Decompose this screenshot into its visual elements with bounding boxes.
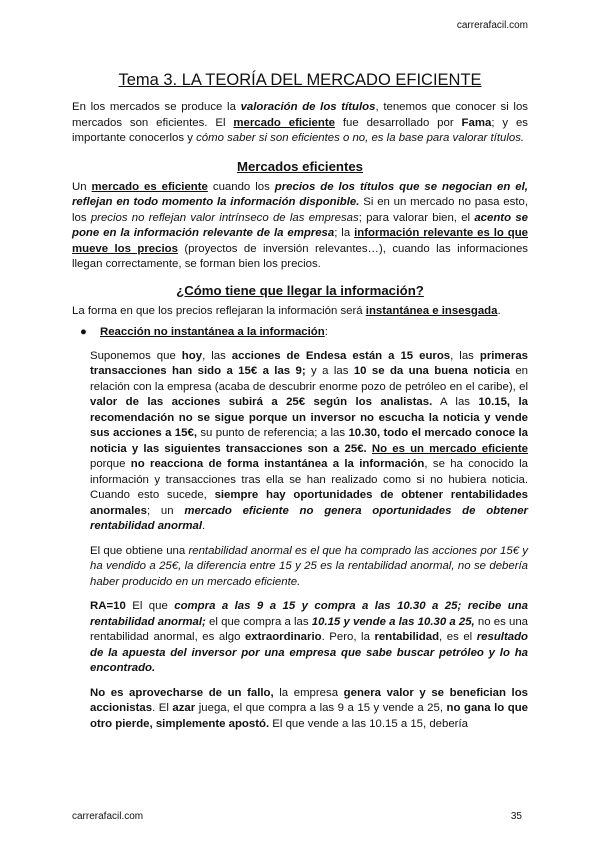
intro-text-3: , tenemos que conocer si los mercados son eficientes. El: [72, 101, 528, 129]
pa-18: no reacciona de forma instantánea a la información: [130, 458, 425, 470]
pa-21: ; un: [146, 504, 185, 517]
pd-1: No es aprovecharse de un fallo,: [90, 686, 274, 699]
pd-4: . El: [152, 702, 173, 714]
pc-10: , es el: [439, 631, 477, 643]
page-footer-site: carrerafacil.com: [72, 811, 144, 822]
pd-5: azar: [172, 702, 196, 714]
intro-text-5: fue desarrollado por: [334, 116, 462, 129]
pa-3: , las: [202, 349, 232, 362]
s2-text-1: La forma en que los precios reflejaran la información será: [72, 304, 366, 317]
pd-2: la empresa: [273, 686, 344, 699]
document-body: [72, 70, 528, 732]
pa-17: porque: [90, 458, 131, 470]
pa-12: 10.15, la recomendación no se sigue porque un inversor no escucha la noticia y vende sus acciones a 15€,: [90, 396, 528, 439]
s1-text-9: ; la: [334, 227, 355, 239]
section-heading-1-text: Mercados eficientes: [236, 158, 364, 174]
section-heading-2-text: ¿Cómo tiene que llegar la información?: [176, 282, 424, 298]
s1-emph-8: acento se pone en la información relevante de la empresa: [72, 211, 528, 239]
page-title-text: Tema 3. LA TEORÍA DEL MERCADO EFICIENTE: [118, 71, 482, 89]
section2-paragraph: [72, 304, 528, 320]
pa-23: .: [202, 520, 206, 532]
indented-block: [72, 349, 528, 733]
pc-2: El que: [125, 600, 175, 612]
s2-emph-2: instantánea e insesgada: [365, 304, 498, 317]
pc-11: resultado de la apuesta del inversor por una empresa que sabe buscar petróleo y lo ha encontrado.: [90, 631, 529, 674]
pb-2: rentabilidad anormal es el que ha comprado las acciones por 15€ y ha vendido a 25€, la diferencia entre 15 y 25 es la rentabilidad anormal, no se debería haber producido en un mercado eficiente.: [90, 544, 528, 588]
pc-4: el que compra a las: [205, 615, 312, 628]
s1-text-5: Si en un mercado no pasa esto, los: [72, 196, 528, 224]
pa-11: A las: [432, 396, 479, 408]
bullet-item: [72, 325, 528, 341]
pc-8: . Pero, la: [321, 631, 375, 643]
page-header-site: carrerafacil.com: [456, 20, 528, 31]
bullet-label: Reacción no instantánea a la información: [100, 326, 325, 338]
paragraph-no-es-fallo: [90, 686, 528, 733]
s1-emph-10: información relevante es lo que mueve los precios: [72, 227, 528, 255]
intro-emph-fama: Fama: [461, 116, 492, 129]
intro-text-1: En los mercados se produce la: [72, 101, 241, 113]
pa-5: , las: [450, 349, 480, 362]
pc-6: no es una rentabilidad anormal, es algo: [90, 615, 528, 643]
pa-10: valor de las acciones subirá a 25€ según los analistas.: [90, 396, 433, 408]
paragraph-ra-10: [90, 599, 528, 677]
s1-italic-6: precios no reflejan valor intrínseco de las empresas: [90, 211, 359, 224]
pa-9: en relación con la empresa (acaba de descubrir enorme pozo de petróleo en el caribe), el: [90, 365, 528, 393]
section-heading-como-llegar: [72, 283, 528, 299]
intro-emph-mercado-eficiente: mercado eficiente: [233, 116, 335, 129]
pa-2: hoy: [181, 349, 203, 362]
pd-8: El que vende a las 10.15 a 15, debería: [269, 717, 468, 730]
pa-1: Suponemos que: [90, 349, 182, 362]
pc-1: RA=10: [90, 600, 126, 612]
s2-text-3: .: [497, 304, 501, 317]
page-title: [72, 70, 528, 90]
pd-6: juega, el que compra a las 9 a 15 y vende a 25,: [195, 702, 447, 714]
pa-13: su punto de referencia; a las: [196, 427, 349, 439]
pc-3: compra a las 9 a 15 y compra a las 10.30 a 25; recibe una rentabilidad anormal;: [90, 600, 528, 628]
pd-7: no gana lo que otro pierde, simplemente apostó.: [90, 702, 528, 730]
pa-19: , se ha conocido la información y transacciones tras ella se han realizado como si no hubiera noticia. Cuando esto sucede,: [90, 458, 528, 501]
pa-4: acciones de Endesa están a 15 euros: [231, 349, 451, 362]
s1-text-7: ; para valorar bien, el: [358, 211, 475, 224]
bullet-colon: :: [324, 326, 328, 338]
example-paragraph-endesa: [90, 349, 528, 535]
page-number: 35: [510, 811, 522, 822]
pc-7: extraordinario: [244, 631, 322, 643]
intro-italic-8: cómo saber si son eficientes o no, es la base para valorar títulos.: [196, 132, 525, 144]
intro-text-7: ; y es importante conocerlos y: [72, 116, 528, 144]
pa-22: mercado eficiente no genera oportunidades de obtener rentabilidad anormal: [90, 504, 528, 532]
pa-7: y a las: [305, 365, 354, 377]
s1-text-1: Un: [72, 180, 92, 193]
pb-1: El que obtiene una: [90, 544, 189, 557]
bullet-dot-icon: ●: [80, 326, 87, 338]
s1-text-3: cuando los: [207, 180, 275, 193]
pd-3: genera valor y se benefician los accionistas: [90, 686, 528, 714]
s1-emph-4: precios de los títulos que se negocian en el, reflejan en todo momento la información disponible.: [72, 180, 528, 208]
pa-8: 10 se da una buena noticia: [353, 365, 510, 377]
pc-9: rentabilidad: [374, 631, 440, 643]
pa-16: No es un mercado eficiente: [371, 442, 529, 455]
pa-20: siempre hay oportunidades de obtener rentabilidades anormales: [90, 489, 528, 517]
intro-emph-valoracion: valoración de los títulos: [240, 101, 376, 113]
s1-emph-2: mercado es eficiente: [91, 180, 208, 193]
paragraph-rentabilidad-anormal: [90, 544, 528, 591]
pa-14: 10.30, todo el mercado conoce la noticia y las siguientes transacciones son a 25€.: [90, 427, 528, 455]
section1-paragraph: [72, 180, 528, 273]
pc-5: 10.15 y vende a las 10.30 a 25,: [311, 615, 475, 628]
section-heading-mercados-eficientes: [72, 159, 528, 175]
intro-paragraph: [72, 100, 528, 147]
pa-6: primeras transacciones han sido a 15€ a las 9;: [90, 349, 528, 377]
s1-text-11: (proyectos de inversión relevantes…), cuando las informaciones llegan correctamente, se forman bien los precios.: [72, 242, 528, 270]
